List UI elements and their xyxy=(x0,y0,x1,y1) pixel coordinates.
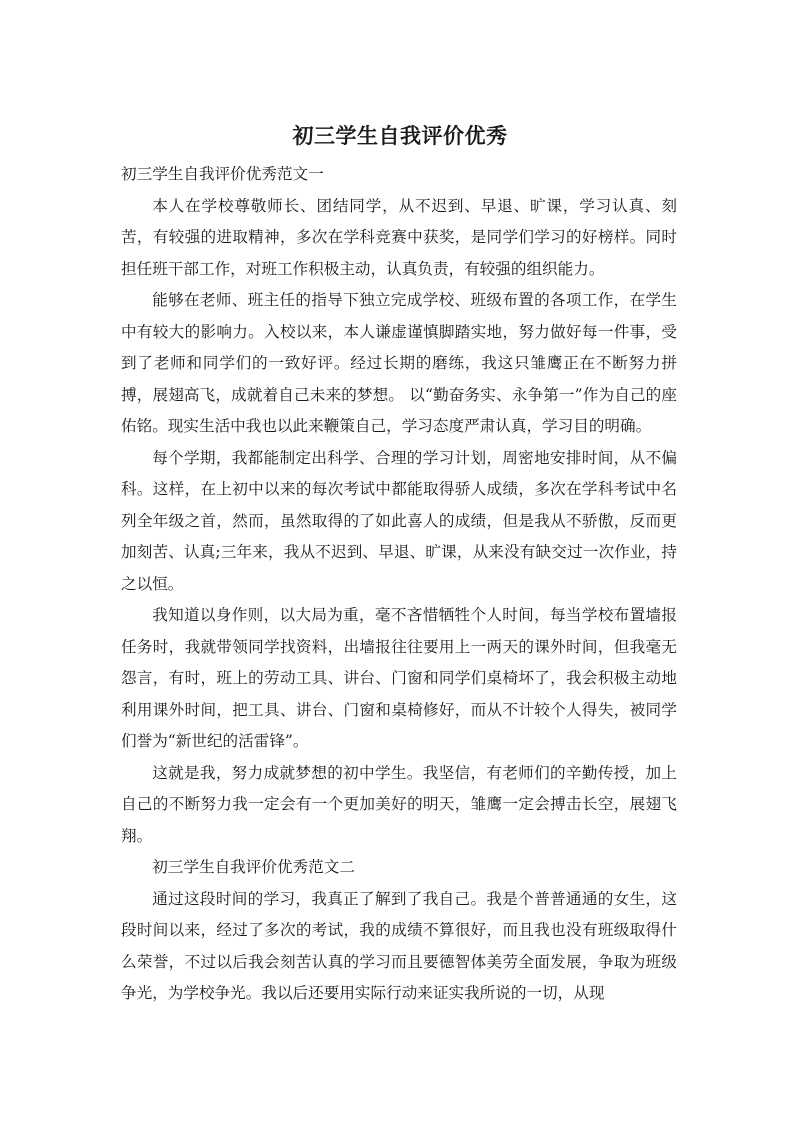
document-body xyxy=(121,159,677,1010)
section-1-heading: 初三学生自我评价优秀范文一 xyxy=(121,165,324,183)
section-1-paragraph: 这就是我，努力成就梦想的初中学生。我坚信，有老师们的辛勤传授，加上自己的不断努力我一定会有一个更加美好的明天，雏鹰一定会搏击长空，展翅飞翔。 xyxy=(121,763,677,845)
section-1-paragraph: 我知道以身作则，以大局为重，毫不吝惜牺牲个人时间，每当学校布置墙报任务时，我就带领同学找资料，出墙报往往要用上一两天的课外时间，但我毫无怨言，有时，班上的劳动工具、讲台、门窗和同学们桌椅坏了，我会积极主动地利用课外时间，把工具、讲台、门窗和桌椅修好，而从不计较个人得失，被同学们誉为“新世纪的活雷锋”。 xyxy=(121,606,677,750)
section-2-heading: 初三学生自我评价优秀范文二 xyxy=(152,858,355,876)
section-1-paragraph: 每个学期，我都能制定出科学、合理的学习计划，周密地安排时间，从不偏科。这样，在上初中以来的每次考试中都能取得骄人成绩，多次在学科考试中名列全年级之首，然而，虽然取得的了如此喜人的成绩，但是我从不骄傲，反而更加刻苦、认真;三年来，我从不迟到、早退、旷课，从来没有缺交过一次作业，持之以恒。 xyxy=(121,448,677,593)
section-1-paragraph: 能够在老师、班主任的指导下独立完成学校、班级布置的各项工作，在学生中有较大的影响力。入校以来，本人谦虚谨慎脚踏实地，努力做好每一件事，受到了老师和同学们的一致好评。经过长期的磨练，我这只雏鹰正在不断努力拼搏，展翅高飞，成就着自己未来的梦想。 以“勤奋务实、永争第一”作为自己的座佑铭。现实生活中我也以此来鞭策自己，学习态度严肃认真，学习目的明确。 xyxy=(121,291,677,435)
document-title: 初三学生自我评价优秀 xyxy=(292,124,508,148)
section-1-paragraph: 本人在学校尊敬师长、团结同学，从不迟到、早退、旷课，学习认真、刻苦，有较强的进取精神，多次在学科竞赛中获奖，是同学们学习的好榜样。同时担任班干部工作，对班工作积极主动，认真负责，有较强的组织能力。 xyxy=(121,196,677,278)
section-2-paragraph: 通过这段时间的学习，我真正了解到了我自己。我是个普普通通的女生，这段时间以来，经过了多次的考试，我的成绩不算很好，而且我也没有班级取得什么荣誉，不过以后我会刻苦认真的学习而且要德智体美劳全面发展，争取为班级争光，为学校争光。我以后还要用实际行动来证实我所说的一切，从现 xyxy=(121,889,677,1002)
